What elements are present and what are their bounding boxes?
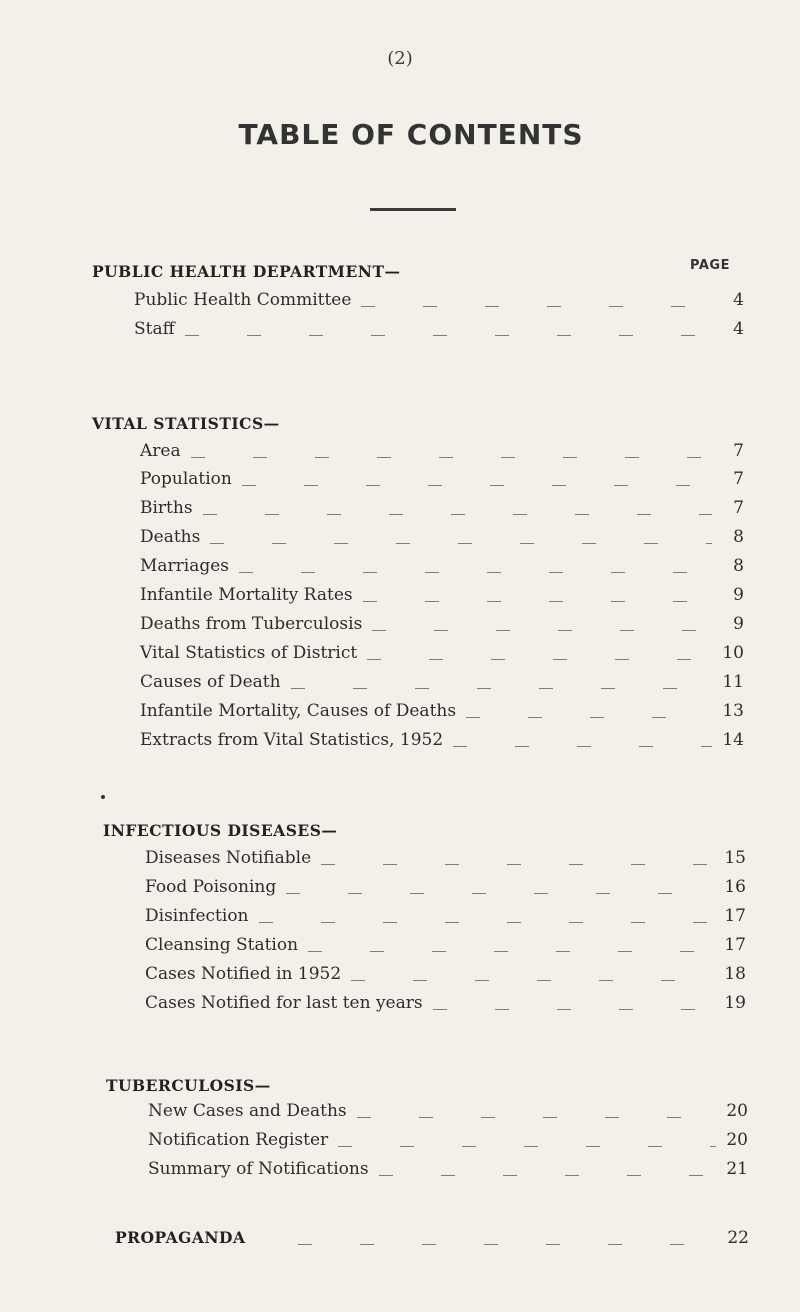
toc-entry-page: 18: [724, 964, 746, 984]
toc-entry-label: Public Health Committee: [134, 290, 352, 310]
dot-leaders: [367, 659, 712, 660]
dot-leaders: [361, 306, 712, 307]
toc-entry-page: 7: [733, 469, 744, 489]
toc-entry-label: Extracts from Vital Statistics, 1952: [140, 730, 444, 750]
toc-entry-page: 8: [733, 527, 744, 547]
toc-entry-label: Staff: [134, 319, 175, 339]
toc-entry-page: 4: [733, 290, 744, 310]
toc-entry-label: New Cases and Deaths: [148, 1101, 347, 1121]
toc-entry-page: 14: [722, 730, 744, 750]
page-title: TABLE OF CONTENTS: [238, 118, 584, 151]
toc-entry-page: 9: [733, 585, 744, 605]
toc-entry[interactable]: [145, 935, 746, 959]
toc-entry[interactable]: [148, 1101, 748, 1125]
toc-entry-page: 21: [726, 1159, 748, 1179]
toc-entry-page: 8: [733, 556, 744, 576]
toc-entry-label: Deaths from Tuberculosis: [140, 614, 363, 634]
toc-entry[interactable]: [148, 1130, 748, 1154]
section-heading-propaganda: PROPAGANDA: [115, 1228, 246, 1247]
toc-entry-label: Infantile Mortality Rates: [140, 585, 353, 605]
toc-entry-page: 9: [733, 614, 744, 634]
toc-entry[interactable]: [140, 701, 744, 725]
toc-entry[interactable]: [140, 498, 744, 522]
title-rule: [370, 208, 456, 211]
toc-entry-label: Infantile Mortality, Causes of Deaths: [140, 701, 457, 721]
dot-leaders: [203, 514, 712, 515]
toc-entry-page: 17: [724, 906, 746, 926]
toc-entry-label: Causes of Death: [140, 672, 281, 692]
toc-entry-page: 16: [724, 877, 746, 897]
dot-leaders: [357, 1117, 716, 1118]
toc-entry-label: Summary of Notifications: [148, 1159, 369, 1179]
toc-entry-page: 10: [722, 643, 744, 663]
toc-entry-page: 4: [733, 319, 744, 339]
dot-leaders: [185, 335, 712, 336]
toc-entry-page: 11: [722, 672, 744, 692]
toc-entry-page: 20: [726, 1130, 748, 1150]
toc-entry[interactable]: [140, 556, 744, 580]
dot-leaders: [286, 893, 714, 894]
section-heading-infectious-diseases: INFECTIOUS DISEASES—: [103, 821, 338, 840]
section-heading-public-health: PUBLIC HEALTH DEPARTMENT—: [92, 262, 401, 281]
stray-mark: [101, 795, 105, 799]
page-number: (2): [387, 48, 413, 69]
toc-entry-label: Disinfection: [145, 906, 249, 926]
toc-entry-page: 15: [724, 848, 746, 868]
toc-entry[interactable]: [145, 906, 746, 930]
toc-entry-label: Deaths: [140, 527, 201, 547]
toc-entry-label: Area: [140, 441, 181, 461]
toc-entry-label: Population: [140, 469, 232, 489]
toc-entry-label: Diseases Notifiable: [145, 848, 312, 868]
toc-entry[interactable]: [140, 469, 744, 493]
toc-entry-label: Food Poisoning: [145, 877, 277, 897]
toc-entry[interactable]: [134, 290, 744, 314]
toc-entry-propaganda[interactable]: [115, 1228, 749, 1252]
toc-entry-page: 22: [727, 1228, 749, 1248]
toc-entry[interactable]: [140, 585, 744, 609]
toc-entry[interactable]: [140, 527, 744, 551]
toc-entry[interactable]: [145, 964, 746, 988]
dot-leaders: [433, 1009, 714, 1010]
toc-entry[interactable]: [140, 643, 744, 667]
dot-leaders: [338, 1146, 716, 1147]
dot-leaders: [259, 922, 714, 923]
dot-leaders: [242, 485, 712, 486]
toc-entry[interactable]: [140, 441, 744, 465]
toc-entry-label: Cases Notified in 1952: [145, 964, 342, 984]
dot-leaders: [291, 688, 712, 689]
toc-entry-page: 13: [722, 701, 744, 721]
dot-leaders: [466, 717, 712, 718]
toc-entry[interactable]: [140, 730, 744, 754]
dot-leaders: [239, 572, 712, 573]
dot-leaders: [321, 864, 714, 865]
dot-leaders: [210, 543, 712, 544]
dot-leaders: [453, 746, 712, 747]
dot-leaders: [308, 951, 714, 952]
section-heading-tuberculosis: TUBERCULOSIS—: [106, 1076, 271, 1095]
toc-entry-page: 20: [726, 1101, 748, 1121]
toc-entry[interactable]: [140, 672, 744, 696]
dot-leaders: [379, 1175, 716, 1176]
toc-entry[interactable]: [148, 1159, 748, 1183]
toc-entry[interactable]: [145, 848, 746, 872]
dot-leaders: [372, 630, 712, 631]
toc-entry-label: Births: [140, 498, 193, 518]
toc-entry[interactable]: [134, 319, 744, 343]
toc-entry-page: 7: [733, 441, 744, 461]
dot-leaders: [363, 601, 712, 602]
section-heading-vital-statistics: VITAL STATISTICS—: [92, 414, 280, 433]
toc-entry[interactable]: [145, 877, 746, 901]
toc-entry[interactable]: [140, 614, 744, 638]
dot-leaders: [351, 980, 714, 981]
toc-entry-page: 7: [733, 498, 744, 518]
page-column-label: PAGE: [690, 258, 730, 273]
toc-entry-label: Cases Notified for last ten years: [145, 993, 423, 1013]
toc-entry-page: 19: [724, 993, 746, 1013]
toc-entry-label: Vital Statistics of District: [140, 643, 358, 663]
dot-leaders: [191, 457, 712, 458]
toc-entry-label: Notification Register: [148, 1130, 329, 1150]
toc-entry-label: Marriages: [140, 556, 230, 576]
dot-leaders: [298, 1244, 718, 1245]
toc-entry-label: Cleansing Station: [145, 935, 299, 955]
toc-entry-page: 17: [724, 935, 746, 955]
toc-entry[interactable]: [145, 993, 746, 1017]
